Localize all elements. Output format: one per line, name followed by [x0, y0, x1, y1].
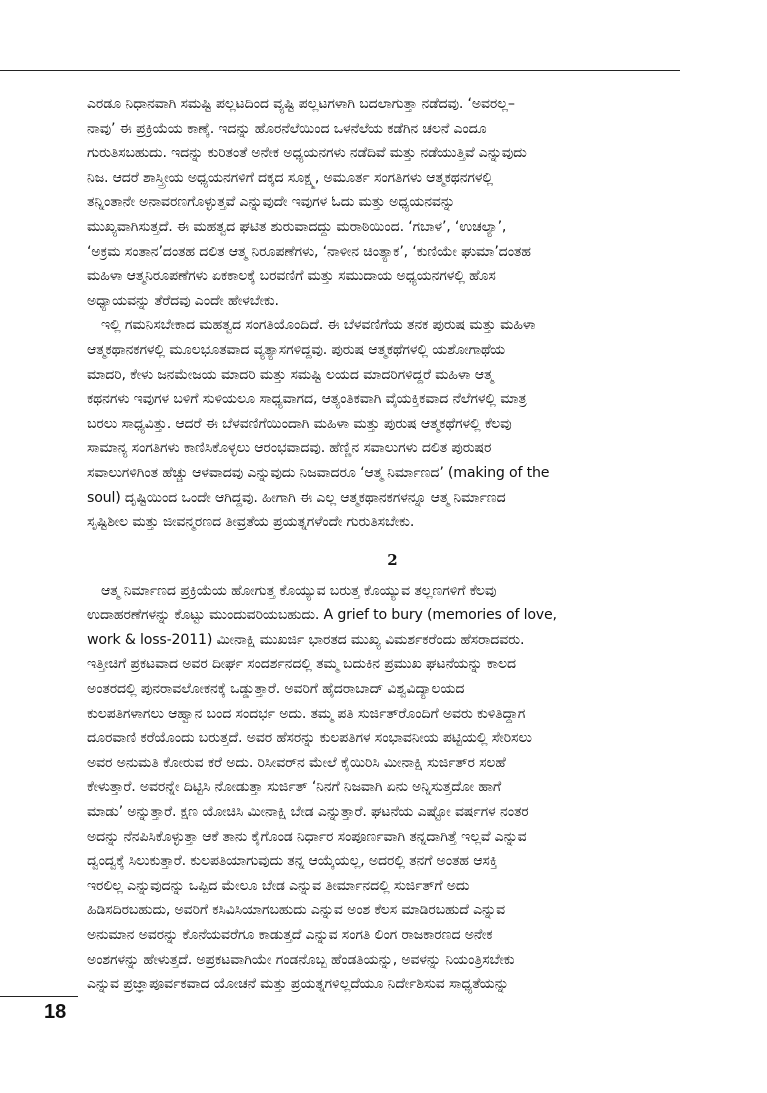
text-line: ಎರಡೂ ನಿಧಾನವಾಗಿ ಸಮಷ್ಟಿ ಪಲ್ಲಟದಿಂದ ವ್ಯಷ್ಟಿ ಪಲ್ಲಟಗಳಾಗಿ ಬದಲಾಗುತ್ತಾ ನಡೆದವು. ‘ಅವರಲ್ಲ–	[87, 96, 515, 112]
text-line: ನಾವು’ ಈ ಪ್ರಕ್ರಿಯೆಯ ಕಾಣ್ಕೆ. ಇದನ್ನು ಹೊರನೆಲೆಯಿಂದ ಒಳನೆಲೆಯ ಕಡೆಗಿನ ಚಲನೆ ಎಂದೂ	[87, 120, 487, 137]
text-line: ಉದಾಹರಣೆಗಳನ್ನು ಕೊಟ್ಟು ಮುಂದುವರಿಯಬಹುದು. A grief to bury (memories of love,	[87, 607, 557, 624]
text-line: ಆತ್ಮಕಥಾನಕಗಳಲ್ಲಿ ಮೂಲಭೂತವಾದ ವ್ಯತ್ಯಾಸಗಳಿದ್ದವು. ಪುರುಷ ಆತ್ಮಕಥೆಗಳಲ್ಲಿ ಯಶೋಗಾಥೆಯ	[87, 341, 506, 358]
text-line: ಕೇಳುತ್ತಾರೆ. ಅವರನ್ನೇ ದಿಟ್ಟಿಸಿ ನೋಡುತ್ತಾ ಸುರ್ಜಿತ್ ‘ನಿನಗೆ ನಿಜವಾಗಿ ಏನು ಅನ್ನಿಸುತ್ತದೋ ಹಾಗೆ	[87, 779, 501, 796]
header-rule	[0, 70, 680, 71]
text-line: ಸೃಷ್ಟಿಶೀಲ ಮತ್ತು ಜೀವನ್ಮರಣದ ತೀವ್ರತೆಯ ಪ್ರಯತ್ನಗಳೆಂದೇ ಗುರುತಿಸಬೇಕು.	[87, 514, 415, 531]
text-line: ಕಥನಗಳು ಇವುಗಳ ಬಳಿಗೆ ಸುಳಿಯಲೂ ಸಾಧ್ಯವಾಗದ, ಆತ್ಯಂತಿಕವಾಗಿ ವೈಯಕ್ತಿಕವಾದ ನೆಲೆಗಳಲ್ಲಿ ಮಾತ್ರ	[87, 391, 527, 408]
text-line: ಬರಲು ಸಾಧ್ಯವಿತ್ತು. ಆದರೆ ಈ ಬೆಳವಣಿಗೆಯಿಂದಾಗಿ ಮಹಿಳಾ ಮತ್ತು ಪುರುಷ ಆತ್ಮಕಥೆಗಳಲ್ಲಿ ಕೆಲವು	[87, 415, 512, 432]
text-line: ದೂರವಾಣಿ ಕರೆಯೊಂದು ಬರುತ್ತದೆ. ಅವರ ಹೆಸರನ್ನು ಕುಲಪತಿಗಳ ಸಂಭಾವನೀಯ ಪಟ್ಟಿಯಲ್ಲಿ ಸೇರಿಸಲು	[87, 730, 532, 747]
text-line: ನಿಜ. ಆದರೆ ಶಾಸ್ತ್ರೀಯ ಅಧ್ಯಯನಗಳಿಗೆ ದಕ್ಕದ ಸೂಕ್ಷ್ಮ, ಅಮೂರ್ತ ಸಂಗತಿಗಳು ಆತ್ಮಕಥನಗಳಲ್ಲಿ	[87, 169, 493, 186]
text-line: ಮಾಡು’ ಅನ್ನುತ್ತಾರೆ. ಕ್ಷಣ ಯೋಚಿಸಿ ಮೀನಾಕ್ಷಿ ಬೇಡ ಎನ್ನುತ್ತಾರೆ. ಘಟನೆಯ ಎಷ್ಟೋ ವರ್ಷಗಳ ನಂತರ	[87, 804, 529, 821]
text-line: ಅಂಶಗಳನ್ನು ಹೇಳುತ್ತದೆ. ಅಪ್ರಕಟವಾಗಿಯೇ ಗಂಡನೊಬ್ಬ ಹೆಂಡತಿಯನ್ನು, ಅವಳನ್ನು ನಿಯಂತ್ರಿಸಬೇಕು	[87, 951, 515, 968]
text-line: ಸವಾಲುಗಳಿಗಿಂತ ಹೆಚ್ಚು ಆಳವಾದವು ಎನ್ನುವುದು ನಿಜವಾದರೂ ‘ಆತ್ಮ ನಿರ್ಮಾಣದ’ (making of the	[87, 464, 550, 481]
text-line: ಎನ್ನುವ ಪ್ರಜ್ಞಾಪೂರ್ವಕವಾದ ಯೋಚನೆ ಮತ್ತು ಪ್ರಯತ್ನಗಳಿಲ್ಲದೆಯೂ ನಿರ್ದೇಶಿಸುವ ಸಾಧ್ಯತೆಯನ್ನು	[87, 976, 509, 993]
text-line: ಅಧ್ಯಾಯವನ್ನು ತೆರೆದವು ಎಂದೇ ಹೇಳಬೇಕು.	[87, 292, 279, 309]
paragraph	[87, 92, 672, 313]
pre-section-text	[87, 92, 672, 535]
paragraph	[87, 313, 672, 534]
footer-rule	[0, 996, 78, 997]
text-line: ದ್ವಂದ್ವಕ್ಕೆ ಸಿಲುಕುತ್ತಾರೆ. ಕುಲಪತಿಯಾಗುವುದು ತನ್ನ ಆಯ್ಕೆಯಲ್ಲ, ಅದರಲ್ಲಿ ತನಗೆ ಅಂತಹ ಆಸಕ್ತಿ	[87, 853, 498, 870]
text-line: ‘ಅಕ್ರಮ ಸಂತಾನ’ದಂತಹ ದಲಿತ ಆತ್ಮ ನಿರೂಪಣೆಗಳು, ‘ನಾಳೀನ ಚಿಂತ್ಯಾಕ’, ‘ಕುಣಿಯೇ ಘುಮಾ’ದಂತಹ	[87, 243, 531, 260]
text-line: ಮುಖ್ಯವಾಗಿಸುತ್ತದೆ. ಈ ಮಹತ್ವದ ಘಟಿತ ಶುರುವಾದದ್ದು ಮರಾಠಿಯಿಂದ. ‘ಗಬಾಳ’, ‘ಉಚಲ್ಯಾ’,	[87, 218, 507, 235]
text-line: ಇರಲಿಲ್ಲ ಎನ್ನುವುದನ್ನು ಒಪ್ಪಿದ ಮೇಲೂ ಬೇಡ ಎನ್ನುವ ತೀರ್ಮಾನದಲ್ಲಿ ಸುರ್ಜಿತ್‌ಗೆ ಅದು	[87, 877, 470, 894]
text-line: ಇತ್ತೀಚಿಗೆ ಪ್ರಕಟವಾದ ಅವರ ದೀರ್ಘ ಸಂದರ್ಶನದಲ್ಲಿ ತಮ್ಮ ಬದುಕಿನ ಪ್ರಮುಖ ಘಟನೆಯನ್ನು ಕಾಲದ	[87, 656, 516, 673]
text-line: ಮಹಿಳಾ ಆತ್ಮನಿರೂಪಣೆಗಳು ಏಕಕಾಲಕ್ಕೆ ಬರವಣಿಗೆ ಮತ್ತು ಸಮುದಾಯ ಅಧ್ಯಯನಗಳಲ್ಲಿ ಹೊಸ	[87, 268, 496, 285]
text-line: ಅನುಮಾನ ಅವರನ್ನು ಕೊನೆಯವರೆಗೂ ಕಾಡುತ್ತದೆ ಎನ್ನುವ ಸಂಗತಿ ಲಿಂಗ ರಾಜಕಾರಣದ ಅನೇಕ	[87, 927, 493, 943]
text-line: ಕುಲಪತಿಗಳಾಗಲು ಆಹ್ವಾನ ಬಂದ ಸಂದರ್ಭ ಅದು. ತಮ್ಮ ಪತಿ ಸುರ್ಜಿತ್‌ರೊಂದಿಗೆ ಅವರು ಕುಳಿತಿದ್ದಾಗ	[87, 705, 526, 722]
page-body	[87, 92, 672, 997]
text-line: ಇಲ್ಲಿ ಗಮನಿಸಬೇಕಾದ ಮಹತ್ವದ ಸಂಗತಿಯೊಂದಿದೆ. ಈ ಬೆಳವಣಿಗೆಯ ತನಕ ಪುರುಷ ಮತ್ತು ಮಹಿಳಾ	[101, 317, 536, 334]
text-line: soul) ದೃಷ್ಟಿಯಿಂದ ಒಂದೇ ಆಗಿದ್ದವು. ಹೀಗಾಗಿ ಈ ಎಲ್ಲ ಆತ್ಮಕಥಾನಕಗಳನ್ನೂ ಆತ್ಮ ನಿರ್ಮಾಣದ	[87, 489, 506, 506]
text-line: ಅಂತರದಲ್ಲಿ ಪುನರಾವಲೋಕನಕ್ಕೆ ಒಡ್ಡುತ್ತಾರೆ. ಅವರಿಗೆ ಹೈದರಾಬಾದ್ ವಿಶ್ವವಿದ್ಯಾಲಯದ	[87, 681, 465, 698]
text-line: ಮಾದರಿ, ಕೇಳು ಜನಮೇಜಯ ಮಾದರಿ ಮತ್ತು ಸಮಷ್ಟಿ ಲಯದ ಮಾದರಿಗಳಿದ್ದರೆ ಮಹಿಳಾ ಆತ್ಮ	[87, 366, 494, 383]
section-number: 2	[387, 550, 398, 569]
text-line: ಗುರುತಿಸಬಹುದು. ಇದನ್ನು ಕುರಿತಂತೆ ಅನೇಕ ಅಧ್ಯಯನಗಳು ನಡೆದಿವೆ ಮತ್ತು ನಡೆಯುತ್ತಿವೆ ಎನ್ನುವುದು	[87, 145, 527, 162]
text-line: ತನ್ನಿಂತಾನೇ ಅನಾವರಣಗೊಳ್ಳುತ್ತವೆ ಎನ್ನುವುದೇ ಇವುಗಳ ಓದು ಮತ್ತು ಅಧ್ಯಯನವನ್ನು	[87, 194, 455, 211]
page-number: 18	[44, 1001, 67, 1023]
section-text	[87, 579, 672, 997]
paragraph	[87, 579, 672, 997]
text-line: ಸಾಮಾನ್ಯ ಸಂಗತಿಗಳು ಕಾಣಿಸಿಕೊಳ್ಳಲು ಆರಂಭವಾದವು. ಹೆಣ್ಣಿನ ಸವಾಲುಗಳು ದಲಿತ ಪುರುಷರ	[87, 440, 492, 457]
text-line: work & loss-2011) ಮೀನಾಕ್ಷಿ ಮುಖರ್ಜಿ ಭಾರತದ ಮುಖ್ಯ ವಿಮರ್ಶಕರೆಂದು ಹೆಸರಾದವರು.	[87, 631, 525, 648]
text-line: ಅದನ್ನು ನೆನಪಿಸಿಕೊಳ್ಳುತ್ತಾ ಆಕೆ ತಾನು ಕೈಗೊಂಡ ನಿರ್ಧಾರ ಸಂಪೂರ್ಣವಾಗಿ ತನ್ನದಾಗಿತ್ತೆ ಇಲ್ಲವೆ ಎನ್ನುವ	[87, 828, 527, 845]
text-line: ಹಿಡಿಸದಿರಬಹುದು, ಅವರಿಗೆ ಕಸಿವಿಸಿಯಾಗಬಹುದು ಎನ್ನುವ ಅಂಶ ಕೆಲಸ ಮಾಡಿರಬಹುದೆ ಎನ್ನುವ	[87, 902, 506, 919]
text-line: ಆತ್ಮ ನಿರ್ಮಾಣದ ಪ್ರಕ್ರಿಯೆಯ ಹೋಗುತ್ತ ಕೊಯ್ಯುವ ಬರುತ್ತ ಕೊಯ್ಯುವ ತಲ್ಲಣಗಳಿಗೆ ಕೆಲವು	[101, 582, 497, 599]
text-line: ಅವರ ಅನುಮತಿ ಕೋರುವ ಕರೆ ಅದು. ರಿಸೀವರ್‌ನ ಮೇಲೆ ಕೈಯಿರಿಸಿ ಮೀನಾಕ್ಷಿ ಸುರ್ಜಿತ್‌ರ ಸಲಹೆ	[87, 754, 506, 771]
